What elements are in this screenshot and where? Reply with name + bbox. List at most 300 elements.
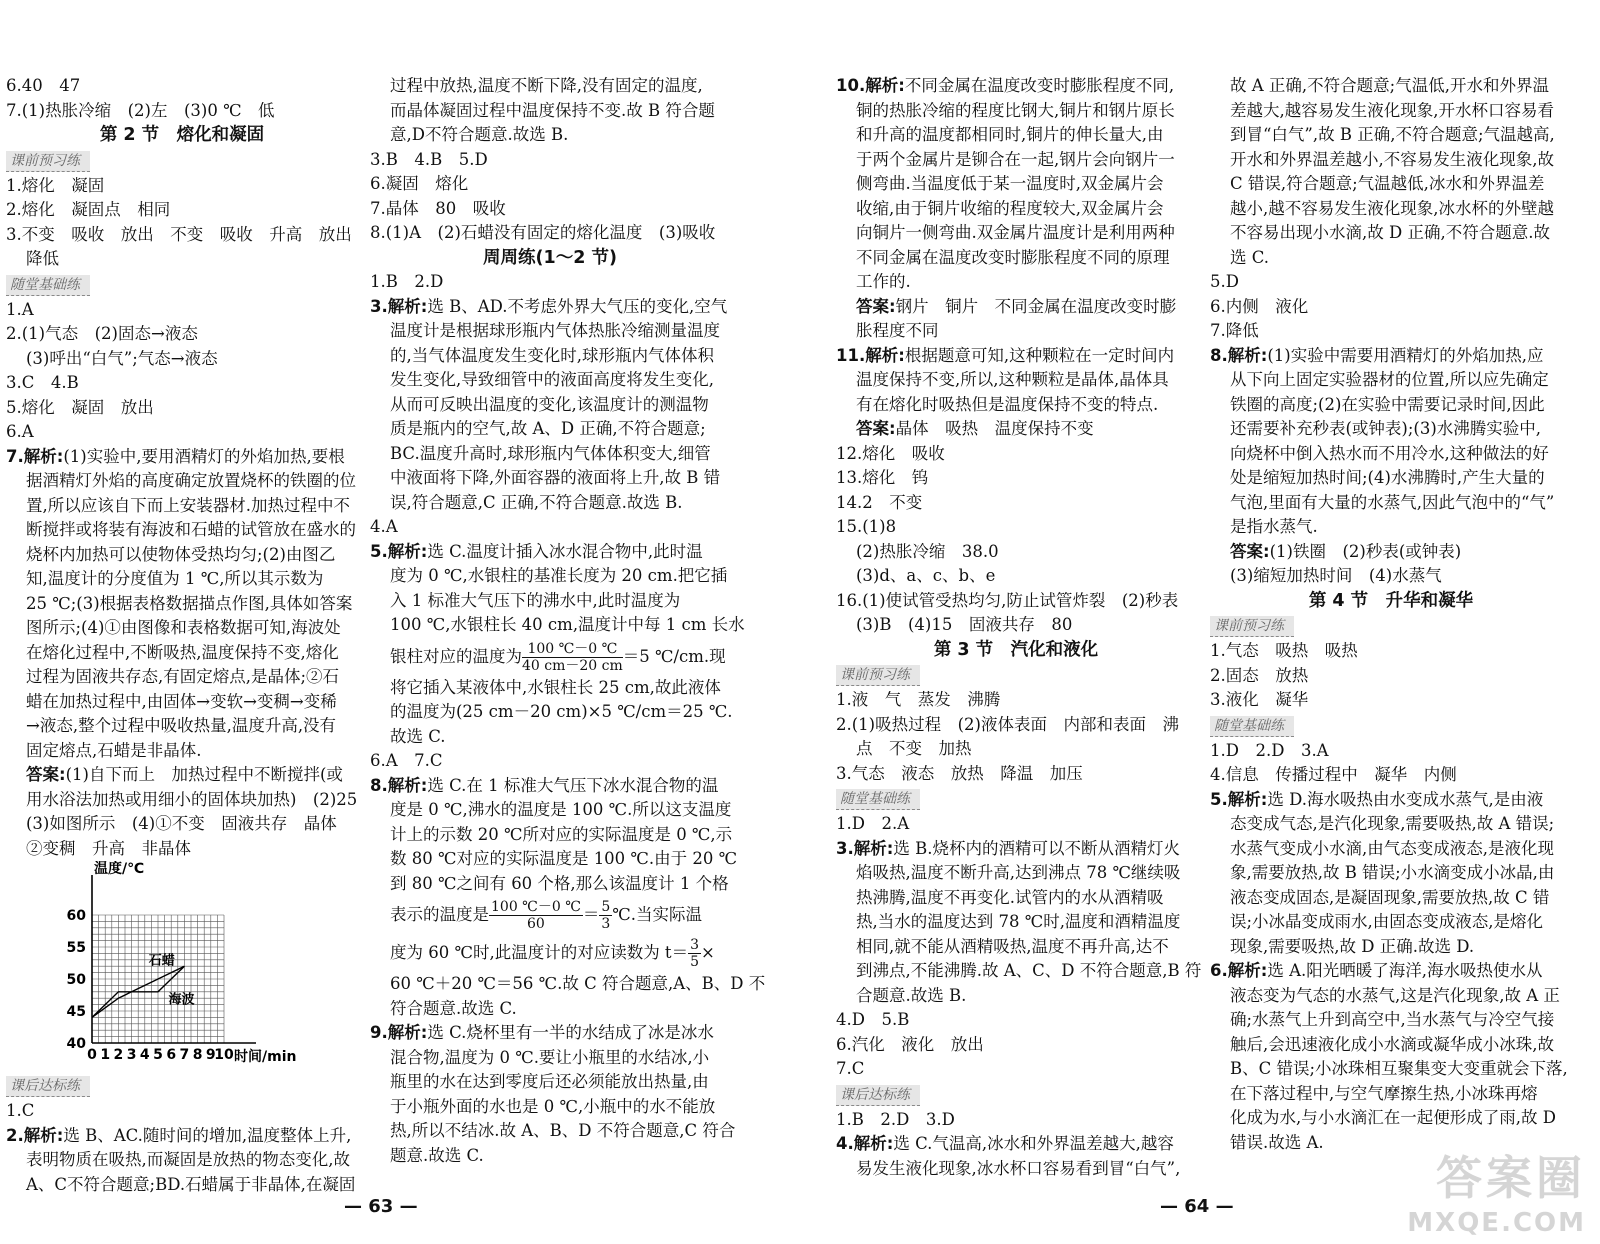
answer-text: 向烧杯中倒入热水而不用冷水,这种做法的好 [1230, 443, 1549, 463]
answer-line [836, 74, 1196, 99]
formula-text: ＝ [582, 905, 600, 924]
fraction-denominator: 5 [690, 954, 699, 970]
answer-line [836, 886, 1196, 911]
answer-line [6, 812, 358, 837]
series-label-2: 海波 [168, 992, 195, 1008]
answer-text: 3.气态 液态 放热 降温 加压 [836, 763, 1083, 783]
answer-line [1210, 123, 1572, 148]
subsection-banner: 随堂基础练 [1210, 716, 1294, 737]
answer-lead: 11.解析: [836, 345, 905, 365]
answer-text: 热,所以不结冰.故 A、B、D 不符合题意,C 符合 [390, 1121, 736, 1140]
x-tick-label: 5 [153, 1047, 163, 1063]
answer-line [836, 417, 1196, 442]
answer-text: 过程为固液共存态,有固定熔点,是晶体;②石 [26, 667, 340, 686]
answer-line [370, 872, 730, 897]
answer-lead: 5.解析: [1210, 789, 1268, 809]
answer-line [370, 589, 730, 614]
answer-text: 13.熔化 钨 [836, 468, 929, 487]
subsection-banner-row [836, 1082, 1196, 1108]
answer-text: 不容易出现小水滴,故 D 正确,不符合题意.故 [1230, 223, 1550, 242]
answer-line [370, 564, 730, 589]
answer-text: 于两个金属片是铆合在一起,钢片会向钢片一 [856, 149, 1175, 169]
answer-text: 选 B、AC.随时间的增加,温度整体上升, [63, 1125, 352, 1145]
answer-text: 象,需要放热,故 B 错误;小水滴变成小冰晶,由 [1230, 863, 1555, 882]
watermark [1407, 1142, 1586, 1238]
answer-line [1210, 393, 1572, 418]
answer-line [1210, 319, 1572, 344]
answer-line [836, 589, 1196, 614]
answer-line [370, 972, 766, 997]
answer-line [836, 123, 1196, 148]
answer-line [1210, 861, 1572, 886]
answer-line [1210, 1082, 1572, 1107]
watermark-url: MXQE.COM [1407, 1208, 1586, 1238]
answer-line [1210, 368, 1572, 393]
x-tick-label: 4 [139, 1047, 150, 1063]
formula-text: 银柱对应的温度为 [390, 646, 522, 666]
answer-line [6, 763, 358, 788]
answer-line [370, 368, 730, 393]
x-tick-label: 10 [214, 1047, 234, 1063]
answer-text: 3.B 4.B 5.D [370, 149, 488, 169]
answer-text: 越小,越不容易发生液化现象,冰水杯的外壁越 [1230, 198, 1554, 218]
answer-text: 3.不变 吸收 放出 不变 吸收 升高 放出 [6, 224, 352, 244]
answer-lead: 5.解析: [370, 541, 428, 561]
answer-line [836, 762, 1196, 787]
formula-line [370, 934, 730, 972]
answer-text: →液态,整个过程中吸收热量,温度升高,没有 [26, 716, 337, 735]
answer-lead: 8.解析: [370, 775, 428, 795]
answer-line [6, 223, 358, 248]
answer-line [836, 295, 1196, 320]
answer-line [836, 688, 1196, 713]
answer-line [836, 1157, 1196, 1182]
answer-text: 合题意.故选 B. [856, 985, 967, 1005]
answer-text: 液态变为气态的水蒸气,这是汽化现象,故 A 正 [1230, 985, 1560, 1005]
answer-text: 置,所以应该自下而上安装器材.加热过程中不 [26, 495, 350, 515]
answer-text: 在熔化过程中,不断吸热,温度保持不变,熔化 [26, 642, 339, 662]
answer-text: 和升高的温度都相同时,铜片的伸长量大,由 [856, 125, 1164, 144]
answer-lead: 4.解析: [836, 1134, 894, 1153]
answer-text: 确;水蒸气上升到高空中,当水蒸气与冷空气接 [1230, 1010, 1555, 1029]
answer-line [370, 466, 730, 491]
answer-text: 到冒“白气”,故 B 正确,不符合题意;气温越高, [1230, 125, 1555, 144]
answer-line [1210, 763, 1572, 788]
answer-text: 表明物质在吸热,而凝固是放热的物态变化,故 [26, 1150, 350, 1169]
answer-line [370, 1095, 730, 1120]
answer-text: 水蒸气变成小水滴,由气态变成液态,是液化现 [1230, 838, 1554, 858]
answer-line [370, 1070, 730, 1095]
x-axis-label: 时间/min [234, 1049, 297, 1065]
answer-text: 7.(1)热胀冷缩 (2)左 (3)0 ℃ 低 [6, 100, 275, 120]
answer-line [1210, 344, 1572, 369]
answer-text: 到 80 ℃之间有 60 个格,那么该温度计 1 个格 [390, 873, 729, 893]
answer-line [836, 319, 1196, 344]
answer-text: 16.(1)使试管受热均匀,防止试管炸裂 (2)秒表 [836, 590, 1179, 610]
answer-text: 4.D 5.B [836, 1010, 910, 1029]
subsection-banner: 随堂基础练 [6, 275, 90, 296]
answer-text: 将它插入某液体中,水银柱长 25 cm,故此液体 [390, 677, 721, 697]
answer-line [836, 148, 1196, 173]
answer-text: 质是瓶内的空气,故 A、D 正确,不符合题意; [390, 419, 706, 438]
answer-line [1210, 491, 1572, 516]
fraction-numerator: 3 [690, 937, 699, 953]
answer-line [836, 737, 1196, 762]
answer-line [6, 174, 358, 199]
answer-text: 晶体 吸热 温度保持不变 [895, 419, 1094, 438]
answer-line [836, 1033, 1196, 1058]
page-number-63: — 63 — [344, 1196, 418, 1217]
answer-line [836, 984, 1196, 1009]
answer-text: 8.(1)A (2)石蜡没有固定的熔化温度 (3)吸收 [370, 223, 716, 242]
answer-line [1210, 886, 1572, 911]
answer-line [1210, 639, 1572, 664]
answer-line [6, 1148, 358, 1173]
answer-line [370, 148, 730, 173]
answer-text: 到沸点,不能沸腾.故 A、C、D 不符合题意,B 符 [856, 961, 1202, 980]
answer-text: 气泡,里面有大量的水蒸气,因此气泡中的“气” [1230, 492, 1555, 512]
answer-line [370, 700, 733, 725]
answer-text: 过程中放热,温度不断下降,没有固定的温度, [390, 76, 703, 95]
answer-line [6, 396, 358, 421]
answer-line [370, 172, 730, 197]
y-tick-label: 60 [66, 908, 86, 924]
subsection-banner: 课前预习练 [6, 151, 90, 172]
answer-line [836, 1008, 1196, 1033]
answer-line [6, 247, 358, 272]
answer-line [1210, 935, 1572, 960]
answer-text: 图所示;(4)①由图像和表格数据可知,海波处 [26, 618, 341, 637]
answer-text: 5.熔化 凝固 放出 [6, 397, 154, 417]
answer-text: 点 不变 加热 [856, 739, 972, 758]
answer-line [6, 592, 358, 617]
answer-line [6, 739, 358, 764]
x-tick-label: 6 [166, 1047, 177, 1063]
answer-text: 1.B 2.D 3.D [836, 1109, 955, 1129]
answer-line [370, 823, 733, 848]
answer-text: 3.C 4.B [6, 373, 79, 392]
answer-text: 25 ℃;(3)根据表格数据描点作图,具体如答案 [26, 593, 353, 613]
answer-line [836, 246, 1196, 271]
answer-text: 温度计是根据球形瓶内气体热胀冷缩测量温度 [390, 321, 720, 340]
answer-line [1210, 812, 1572, 837]
x-tick-label: 7 [179, 1047, 190, 1063]
answer-text: 符合题意.故选 C. [390, 998, 517, 1018]
formula-text: ＝5 ℃/cm.现 [622, 646, 726, 666]
answer-text: 而晶体凝固过程中温度保持不变.故 B 符合题 [390, 100, 715, 120]
answer-line [370, 1119, 736, 1144]
answer-line [370, 725, 730, 750]
answer-text: 触后,会迅速液化成小水滴或凝华成小冰珠,故 [1230, 1034, 1554, 1054]
left-column-2 [370, 74, 766, 1168]
answer-text: 故 A 正确,不符合题意;气温低,开水和外界温 [1230, 76, 1549, 95]
answer-text: 不同金属在温度改变时膨胀程度不同的原理 [856, 247, 1170, 267]
answer-text: 固定熔点,石蜡是非晶体. [26, 740, 202, 760]
answer-text: 热,当水的温度达到 78 ℃时,温度和酒精温度 [856, 912, 1181, 931]
answer-lead: 答案: [1230, 541, 1270, 561]
answer-line [836, 837, 1196, 862]
answer-line [6, 690, 358, 715]
answer-text: C 错误,符合题意;气温越低,冰水和外界温差 [1230, 174, 1545, 193]
answer-line [836, 935, 1196, 960]
answer-line [1210, 148, 1572, 173]
answer-lead: 6.解析: [1210, 961, 1268, 980]
answer-text: 钢片 铜片 不同金属在温度改变时膨 [895, 296, 1177, 316]
answer-text: 断搅拌或将装有海波和石蜡的试管放在盛水的 [26, 520, 356, 539]
subsection-banner: 课前预习练 [1210, 616, 1294, 637]
answer-text: 7.降低 [1210, 321, 1259, 340]
answer-text: 15.(1)8 [836, 517, 897, 536]
answer-text: 烧杯内加热可以使物体受热均匀;(2)由图乙 [26, 544, 336, 564]
answer-line [1210, 417, 1572, 442]
answer-lead: 10.解析: [836, 76, 905, 95]
answer-line [836, 515, 1196, 540]
y-tick-label: 50 [66, 972, 86, 988]
answer-line [1210, 1008, 1572, 1033]
answer-line [836, 713, 1196, 738]
answer-line [836, 442, 1196, 467]
answer-text: 错误.故选 A. [1230, 1132, 1324, 1152]
answer-line [6, 665, 358, 690]
answer-text: 铜的热胀冷缩的程度比钢大,铜片和钢片原长 [856, 100, 1175, 120]
answer-text: 蜡在加热过程中,由固体→变软→变稠→变稀 [26, 691, 337, 711]
answer-line [836, 564, 1196, 589]
answer-line [6, 74, 358, 99]
answer-line [370, 270, 730, 295]
answer-text: 1.气态 吸热 吸热 [1210, 641, 1358, 660]
answer-line [1210, 1106, 1572, 1131]
chart-container [8, 861, 358, 1073]
answer-text: (3)如图所示 (4)①不变 固液共存 晶体 [26, 814, 337, 833]
fraction [599, 899, 612, 932]
fraction-numerator: 100 ℃－0 ℃ [522, 641, 623, 658]
answer-text: 选 B.烧杯内的酒精可以不断从酒精灯火 [893, 838, 1180, 858]
answer-line [836, 1108, 1196, 1133]
x-tick-label: 2 [113, 1047, 124, 1063]
answer-line [370, 1046, 730, 1071]
answer-line [1210, 540, 1572, 565]
answer-text: 6.内侧 液化 [1210, 296, 1309, 316]
answer-line [370, 221, 730, 246]
x-tick-label: 9 [205, 1047, 216, 1063]
answer-text: 2.(1)气态 (2)固态→液态 [6, 324, 198, 343]
fraction-denominator: 60 [527, 916, 545, 932]
answer-text: 于小瓶外面的水也是 0 ℃,小瓶中的水不能放 [390, 1096, 716, 1116]
answer-text: 瓶里的水在达到零度后还必须能放出热量,由 [390, 1072, 709, 1091]
y-tick-label: 45 [66, 1004, 86, 1020]
page-number-64: — 64 — [1160, 1196, 1234, 1217]
section-heading: 第 4 节 升华和凝华 [1308, 590, 1474, 611]
answer-text: 相同,就不能从酒精吸热,温度不再升高,达不 [856, 936, 1169, 956]
answer-line [836, 197, 1196, 222]
answer-text: 4.A [370, 517, 398, 536]
answer-line [836, 613, 1196, 638]
answer-text: (1)自下而上 加热过程中不断搅拌(或 [65, 765, 343, 784]
answer-text: 用水浴法加热或用细小的固体块加热) (2)25 [26, 789, 358, 809]
answer-text: ②变稠 升高 非晶体 [26, 838, 191, 858]
answer-line [1210, 688, 1572, 713]
answer-text: A、C不符合题意;BD.石蜡属于非晶体,在凝固 [26, 1174, 356, 1194]
answer-line [836, 221, 1196, 246]
answer-text: 选 C.在 1 标准大气压下冰水混合物的温 [427, 775, 719, 795]
answer-text: 4.信息 传播过程中 凝华 内侧 [1210, 765, 1457, 784]
answer-line [370, 749, 730, 774]
answer-line [1210, 442, 1572, 467]
answer-lead: 8.解析: [1210, 345, 1268, 365]
answer-text: 在下落过程中,与空气摩擦生热,小冰珠再熔 [1230, 1083, 1538, 1103]
answer-line [1210, 564, 1572, 589]
answer-line [370, 123, 730, 148]
formula-text: 表示的温度是 [390, 905, 489, 924]
answer-text: 从而可反映出温度的变化,该温度计的测温物 [390, 394, 709, 414]
answer-text: 7.晶体 80 吸收 [370, 198, 506, 218]
answer-line [6, 445, 358, 470]
answer-line [6, 518, 358, 543]
answer-text: 开水和外界温差越小,不容易发生液化现象,故 [1230, 149, 1554, 169]
answer-text: 入 1 标准大气压下的沸水中,此时温度为 [390, 590, 681, 610]
answer-lead: 7.解析: [6, 446, 64, 466]
fraction [489, 899, 583, 932]
answer-line [370, 847, 738, 872]
answer-text: 处是缩短加热时间;(4)水沸腾时,产生大量的 [1230, 468, 1545, 487]
subsection-banner: 随堂基础练 [836, 789, 920, 810]
answer-text: 选 C.烧杯里有一半的水结成了冰是冰水 [427, 1023, 714, 1042]
answer-line [1210, 1057, 1572, 1082]
answer-line [836, 344, 1196, 369]
subsection-banner: 课后达标练 [836, 1085, 920, 1106]
answer-line [836, 959, 1202, 984]
answer-text: 铁圈的高度;(2)在实验中需要记录时间,因此 [1230, 394, 1545, 414]
answer-text: 化成为水,与小水滴汇在一起便形成了雨,故 D [1230, 1108, 1556, 1127]
x-tick-label: 1 [100, 1047, 111, 1063]
answer-lead: 答案: [26, 765, 66, 784]
answer-text: 6.凝固 熔化 [370, 174, 469, 193]
answer-line [6, 567, 358, 592]
section-heading: 第 2 节 熔化和凝固 [99, 125, 265, 145]
answer-text: 焰吸热,温度不断升高,达到沸点 78 ℃继续吸 [856, 863, 1181, 882]
answer-line [6, 298, 358, 323]
answer-text: (1)实验中,要用酒精灯的外焰加热,要根 [63, 446, 345, 466]
answer-text: 向铜片一侧弯曲.双金属片温度计是利用两种 [856, 223, 1175, 242]
answer-line [836, 393, 1196, 418]
x-tick-label: 8 [192, 1047, 203, 1063]
answer-lead: 3.解析: [370, 296, 428, 316]
answer-line [6, 469, 358, 494]
y-axis-label: 温度/℃ [94, 861, 145, 877]
answer-text: 易发生液化现象,冰水杯口容易看到冒“白气”, [856, 1158, 1181, 1178]
formula-text: 度为 60 ℃时,此温度计的对应读数为 t＝ [390, 943, 689, 962]
formula-line [370, 896, 730, 934]
answer-lead: 答案: [856, 296, 896, 316]
y-tick-label: 55 [66, 940, 86, 956]
answer-text: 选 D.海水吸热由水变成水蒸气,是由液 [1267, 789, 1544, 809]
answer-line [836, 1132, 1196, 1157]
answer-line [1210, 74, 1572, 99]
fraction-numerator: 100 ℃－0 ℃ [491, 899, 581, 915]
formula-line [370, 638, 730, 676]
answer-line [6, 1173, 358, 1198]
answer-text: 1.B 2.D [370, 272, 444, 291]
answer-text: 6.40 47 [6, 76, 81, 95]
answer-line [1210, 837, 1572, 862]
answer-text: 选 A.阳光晒暖了海洋,海水吸热使水从 [1267, 961, 1543, 980]
subsection-banner-row [836, 786, 1196, 812]
answer-text: 1.D 2.D 3.A [1210, 740, 1329, 760]
answer-line [6, 543, 358, 568]
answer-line [1210, 515, 1572, 540]
answer-text: 侧弯曲.当温度低于某一温度时,双金属片会 [856, 174, 1164, 193]
answer-lead: 9.解析: [370, 1023, 428, 1042]
right-column-1 [836, 74, 1202, 1181]
answer-text: 知,温度计的分度值为 1 ℃,所以其示数为 [26, 569, 324, 588]
answer-line [370, 344, 730, 369]
answer-line [370, 442, 730, 467]
answer-line [370, 676, 730, 701]
answer-text: 选 B、AD.不考虑外界大气压的变化,空气 [427, 296, 728, 316]
answer-line [370, 1021, 730, 1046]
answer-text: 态变成气态,是汽化现象,需要吸热,故 A 错误; [1230, 814, 1555, 833]
answer-text: 故选 C. [390, 726, 446, 746]
subsection-banner-row [6, 272, 358, 298]
answer-text: 6.汽化 液化 放出 [836, 1034, 984, 1054]
answer-text: 选 C.温度计插入冰水混合物中,此时温 [427, 541, 703, 561]
fraction [522, 641, 623, 674]
answer-line [836, 812, 1196, 837]
subsection-banner-row [6, 1073, 358, 1099]
answer-text: 1.D 2.A [836, 814, 910, 833]
answer-text: 温度保持不变,所以,这种颗粒是晶体,晶体具 [856, 370, 1169, 389]
answer-line [6, 616, 358, 641]
section-heading: 第 3 节 汽化和液化 [933, 639, 1099, 660]
answer-text: 热沸腾,温度不再变化.试管内的水从酒精吸 [856, 887, 1164, 907]
answer-text: 意,D不符合题意.故选 B. [390, 125, 569, 144]
answer-line [836, 466, 1196, 491]
answer-line [1210, 984, 1572, 1009]
answer-line [836, 99, 1196, 124]
answer-line [1210, 739, 1572, 764]
answer-line [6, 1124, 358, 1149]
answer-text: 计上的示数 20 ℃所对应的实际温度是 0 ℃,示 [390, 824, 733, 844]
answer-text: 12.熔化 吸收 [836, 443, 945, 463]
formula-text: × [701, 943, 715, 962]
answer-text: 差越大,越容易发生液化现象,开水杯口容易看 [1230, 100, 1554, 120]
answer-text: 7.C [836, 1059, 865, 1078]
formula-text: ℃.当实际温 [612, 905, 702, 924]
answer-line [6, 198, 358, 223]
answer-text: 1.熔化 凝固 [6, 175, 105, 195]
answer-line [370, 393, 730, 418]
answer-line [370, 99, 730, 124]
answer-text: 的,当气体温度发生变化时,球形瓶内气体体积 [390, 345, 714, 365]
answer-text: 度是 0 ℃,沸水的温度是 100 ℃.所以这支温度 [390, 800, 732, 819]
answer-line [6, 1099, 358, 1124]
answer-text: 从下向上固定实验器材的位置,所以应先确定 [1230, 370, 1549, 389]
answer-line [370, 417, 730, 442]
subsection-banner-row [6, 148, 358, 174]
answer-text: 还需要补充秒表(或钟表);(3)水沸腾实验中, [1230, 419, 1542, 438]
answer-line [370, 1144, 730, 1169]
fraction [688, 937, 701, 970]
answer-text: 收缩,由于铜片收缩的程度较大,双金属片会 [856, 198, 1164, 218]
answer-text: (3)缩短加热时间 (4)水蒸气 [1230, 566, 1442, 585]
fraction-denominator: 3 [601, 916, 611, 932]
answer-line [1210, 664, 1572, 689]
answer-line [1210, 197, 1572, 222]
answer-text: 1.液 气 蒸发 沸腾 [836, 690, 1001, 709]
answer-text: 1.C [6, 1101, 35, 1120]
answer-line [6, 714, 358, 739]
answer-text: 数 80 ℃对应的实际温度是 100 ℃.由于 20 ℃ [390, 849, 738, 868]
